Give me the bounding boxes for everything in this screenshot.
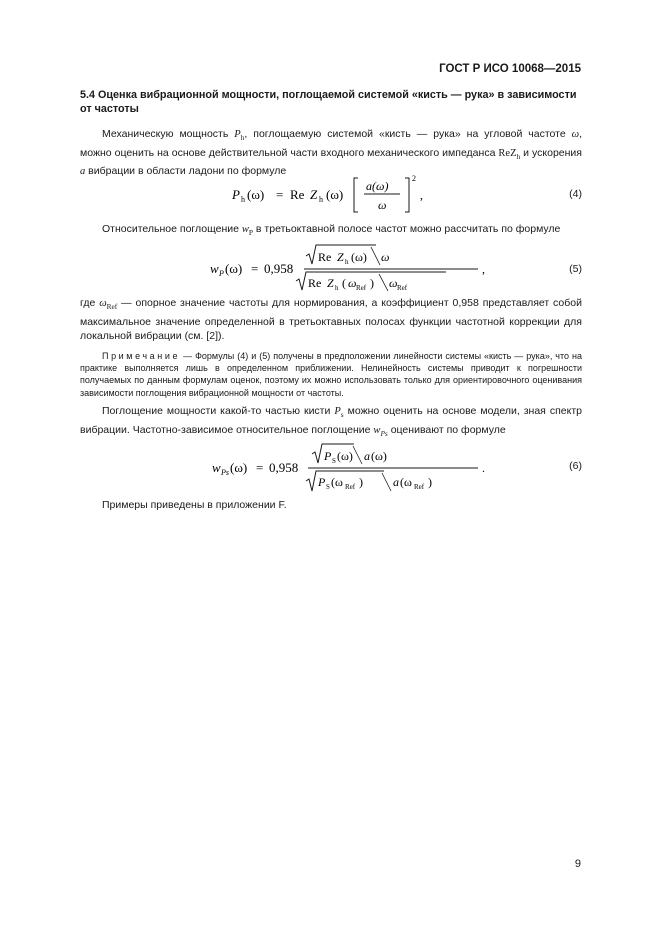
svg-text:ω: ω — [378, 198, 387, 212]
svg-text:Z: Z — [337, 250, 344, 264]
svg-text:ω: ω — [389, 276, 398, 290]
svg-text:P: P — [324, 449, 332, 463]
svg-text:Re: Re — [308, 276, 322, 290]
svg-text:): ) — [428, 475, 432, 489]
formula-6 — [80, 442, 582, 494]
svg-text:(ω): (ω) — [225, 261, 243, 276]
section-title: 5.4 Оценка вибрационной мощности, поглощаемой системой «кисть — рука» в зависимости от частоты — [80, 89, 577, 115]
formula-6-graphic — [80, 442, 582, 494]
svg-text:S: S — [326, 483, 330, 491]
svg-text:Re: Re — [290, 187, 305, 202]
svg-text:S: S — [332, 457, 336, 465]
svg-text:): ) — [359, 475, 363, 489]
svg-text:(ω): (ω) — [326, 187, 344, 202]
paragraph-relative-absorption: Относительное поглощение $w_P$ в третьоктавной полосе частот можно рассчитать по формуле — [102, 223, 561, 238]
svg-text:Z: Z — [327, 276, 334, 290]
document-code: ГОСТ Р ИСО 10068—2015 — [439, 63, 581, 75]
svg-text:Re: Re — [318, 250, 332, 264]
svg-text:(ω): (ω) — [247, 187, 265, 202]
svg-text:(ω): (ω) — [230, 460, 248, 475]
svg-text:h: h — [345, 258, 349, 266]
svg-text:(ω: (ω — [331, 475, 343, 489]
svg-text:Ref: Ref — [397, 284, 408, 292]
equation-number-5: (5) — [569, 263, 582, 275]
svg-text:Z: Z — [310, 187, 318, 202]
page-number: 9 — [574, 858, 581, 870]
f4-bracket-left — [354, 178, 358, 212]
svg-text:P: P — [318, 475, 326, 489]
svg-text:a: a — [393, 475, 399, 489]
svg-text:=: = — [251, 261, 259, 276]
svg-text:P: P — [219, 269, 224, 278]
svg-text:): ) — [370, 276, 374, 290]
svg-text:(ω): (ω) — [351, 250, 367, 264]
svg-text:(: ( — [342, 276, 346, 290]
svg-text:a(ω): a(ω) — [366, 179, 389, 193]
svg-text:w: w — [212, 460, 221, 475]
svg-text:=: = — [256, 460, 264, 475]
formula-4 — [80, 172, 582, 216]
note-text: Формулы (4) и (5) получены в предположении линейности системы «кисть — рука», что на практике выполняется лишь в определенном приближении. Нелинейность системы приводит к погрешности получаемых по данным формулам оценок, поэтому их можно использовать только для ориентировочного оценивания зависимости поглощения вибрационной мощности от частоты. — [80, 351, 582, 398]
svg-text:w: w — [210, 261, 219, 276]
formula-5-graphic — [80, 243, 582, 293]
f4-bracket-right — [405, 178, 409, 212]
svg-text:h: h — [319, 195, 323, 204]
svg-text:=: = — [276, 187, 284, 202]
formula-4-graphic — [80, 172, 582, 216]
svg-text:Ps: Ps — [221, 468, 229, 477]
paragraph-power: Механическую мощность $P_h$, поглощаемую системой «кисть — рука» на угловой частоте ω, можно оценить на основе действительной части входного механического импеданса ReZ$_h$ и ускорения a вибрации в области ладони по формуле — [80, 128, 582, 178]
svg-text:Ref: Ref — [356, 284, 367, 292]
paragraph-reference-frequency: где $\omega_{Ref}$ — опорное значение частоты для нормирования, а коэффициент 0,958 представляет собой максимальное значение определенной в третьоктавных полосах функции частотной коррекции для локальной вибрации (см. [2]). — [80, 297, 582, 343]
svg-text:.: . — [482, 461, 485, 475]
svg-text:,: , — [482, 262, 485, 276]
svg-text:(ω): (ω) — [337, 449, 353, 463]
formula-5 — [80, 243, 582, 293]
svg-text:0,958: 0,958 — [264, 261, 294, 276]
svg-text:h: h — [335, 284, 339, 292]
paragraph-examples: Примеры приведены в приложении F. — [102, 499, 287, 511]
paragraph-part-absorption: Поглощение мощности какой-то частью кисти $P_s$ можно оценить на основе модели, зная спектр вибрации. Частотно-зависимое относительное поглощение $w_{Ps}$ оценивают по формуле — [80, 405, 582, 438]
symbol-P: P — [234, 129, 241, 140]
equation-number-4: (4) — [569, 188, 582, 200]
note-block: Примечание — Формулы (4) и (5) получены в предположении линейности системы «кисть — рука», что на практике выполняется лишь в определенном приближении. Нелинейность системы приводит к погрешности получаемых по данным формулам оценок, поэтому их можно использовать только для ориентировочного оценивания зависимости поглощения вибрационной мощности от частоты. — [80, 351, 582, 398]
svg-text:a: a — [364, 449, 370, 463]
svg-text:2: 2 — [412, 174, 416, 183]
equation-number-6: (6) — [569, 460, 582, 472]
svg-text:ω: ω — [348, 276, 357, 290]
svg-text:,: , — [420, 188, 423, 202]
svg-text:(ω: (ω — [400, 475, 412, 489]
f4-lhs: P — [232, 187, 240, 202]
svg-text:(ω): (ω) — [371, 449, 387, 463]
svg-text:Ref: Ref — [345, 483, 356, 491]
svg-text:h: h — [241, 195, 245, 204]
note-label: Примечание — [102, 351, 181, 361]
svg-text:0,958: 0,958 — [269, 460, 299, 475]
svg-text:ω: ω — [381, 250, 390, 264]
svg-text:Ref: Ref — [414, 483, 425, 491]
